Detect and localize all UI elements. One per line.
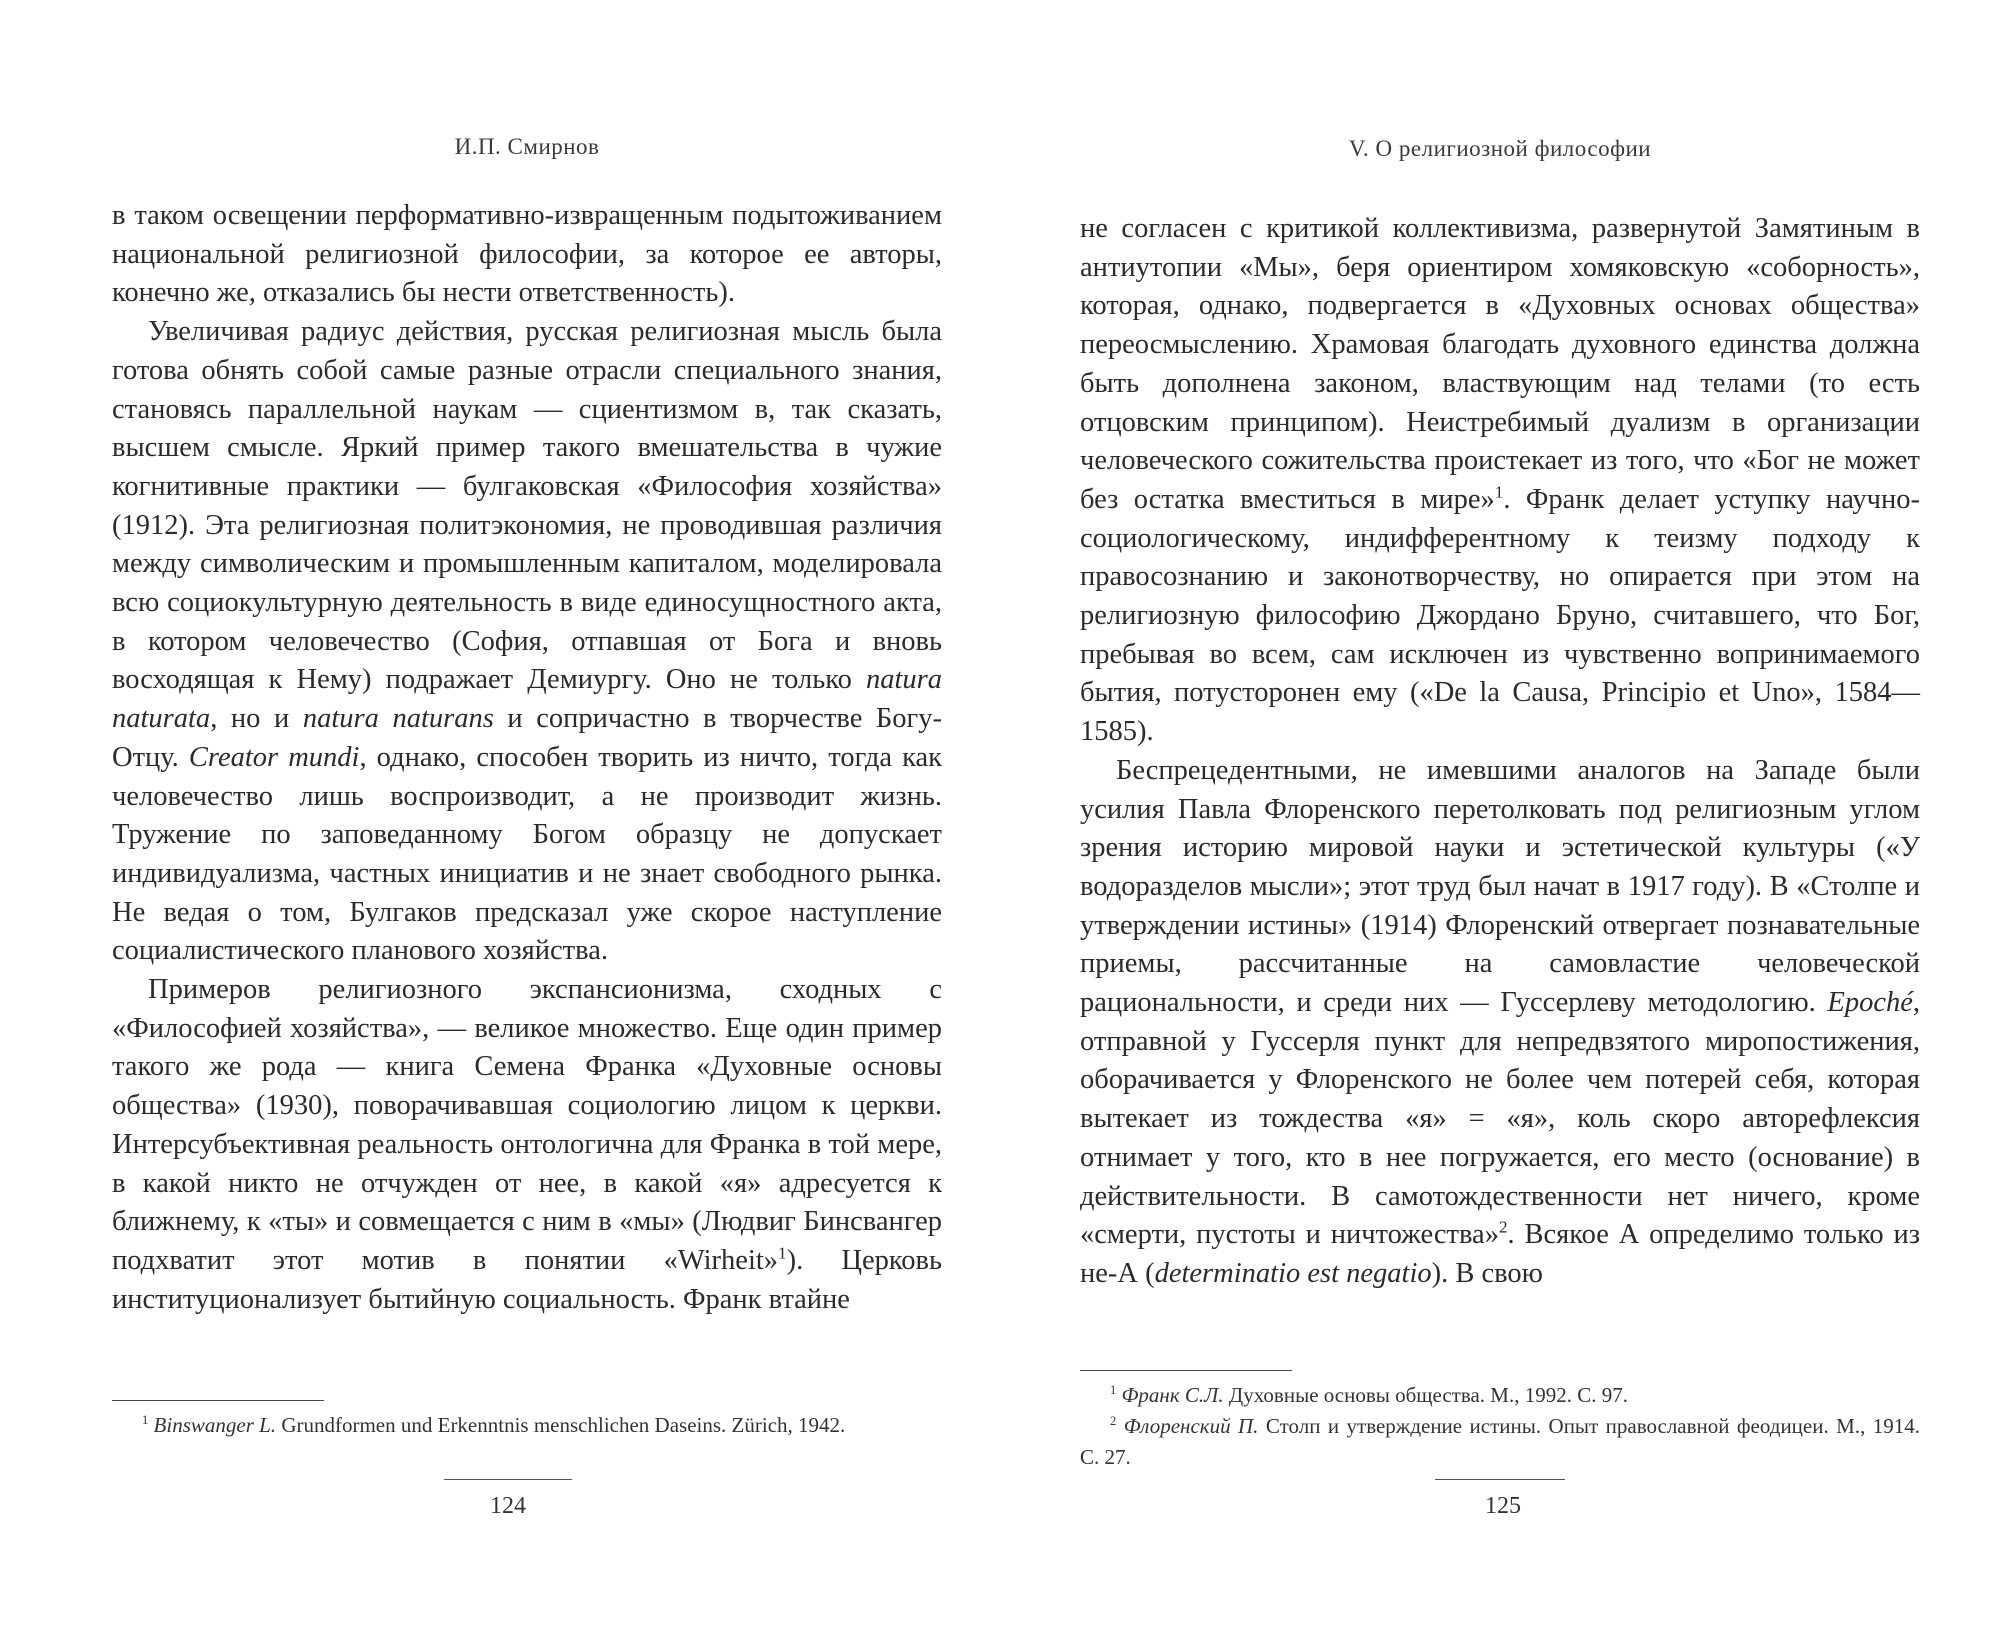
- footnote: $^1$ Франк С.Л. Духовные основы общества. М., 1992. С. 97.: [1110, 1383, 1628, 1407]
- paragraph: Увеличивая радиус действия, русская религиозная мысль была готова обнять собой самые разные отрасли специального знания, становясь параллельной наукам — сциентизмом в, так сказать, высшем смысле. Яркий пример такого вмешательства в чужие когнитивные практики — булгаковская «Философия хозяйства» (1912). Эта религиозная политэкономия, не проводившая различия между символическим и промышленным капиталом, моделировала всю социокультурную деятельность в виде единосущностного акта, в котором человечество (София, отпавшая от Бога и вновь восходящая к Нему) подражает Демиургу. Оно не только natura naturata, но и natura naturans и сопричастно в творчестве Богу-Отцу. Creator mundi, однако, способен творить из ничто, тогда как человечество лишь воспроизводит, а не производит жизнь. Тружение по заповеданному Богом образцу не допускает индивидуализма, частных инициатив и не знает свободного рынка. Не ведая о том, Булгаков предсказал уже скорое наступление социалистического планового хозяйства.: [112, 316, 942, 967]
- left-page: [112, 0, 942, 1627]
- folio-rule: [1435, 1479, 1565, 1480]
- paragraph: в таком освещении перформативно-извращенным подытоживанием национальной религиозной философии, за которое ее авторы, конечно же, отказались бы нести ответственность).: [112, 200, 942, 309]
- footnote: $^1$ Binswanger L. Grundformen und Erkenntnis menschlichen Daseins. Zürich, 1942.: [142, 1413, 846, 1437]
- footnote: $^2$ Флоренский П. Столп и утверждение истины. Опыт православной феодицеи. М., 1914. С. 27.: [1080, 1414, 1920, 1469]
- paragraph: Примеров религиозного экспансионизма, сходных с «Философией хозяйства», — великое множество. Еще один пример такого же рода — книга Семена Франка «Духовные основы общества» (1930), поворачивавшая социологию лицом к церкви. Интерсубъективная реальность онтологична для Франка в той мере, в какой никто не отчужден от нее, в какой «я» адресуется к ближнему, к «ты» и совмещается с ним в «мы» (Людвиг Бинсвангер подхватит этот мотив в понятии «Wirheit»$^1$). Церковь институционализует бытийную социальность. Франк втайне: [112, 974, 943, 1315]
- paragraph: не согласен с критикой коллективизма, развернутой Замятиным в антиутопии «Мы», беря ориентиром хомяковскую «соборность», которая, однако, подвергается в «Духовных основах общества» переосмыслению. Храмовая благодать духовного единства должна быть дополнена законом, властвующим над телами (то есть отцовским принципом). Неистребимый дуализм в организации человеческого сожительства проистекает из того, что «Бог не может без остатка вместиться в мире»$^1$. Франк делает уступку научно-социологическому, индифферентному к теизму подходу к правосознанию и законотворчеству, но опирается при этом на религиозную философию Джордано Бруно, считавшего, что Бог, пребывая во всем, сам исключен из чувственно вопринимаемого бытия, потусторонен ему («De la Causa, Principio et Uno», 1584—1585).: [1080, 213, 1920, 748]
- latin-term: determinatio est negatio: [1154, 1257, 1432, 1289]
- footnote-rule: [112, 1400, 324, 1401]
- folio-rule: [444, 1479, 572, 1480]
- footnote-ref: 1: [778, 1243, 787, 1263]
- footnote-ref: 2: [1498, 1217, 1508, 1237]
- right-page: [1080, 0, 1920, 1627]
- left-body-text: [112, 197, 942, 1319]
- latin-term: natura naturata: [112, 664, 942, 735]
- right-body-text: [1080, 210, 1920, 1294]
- running-head-chapter: V. О религиозной философии: [1348, 136, 1652, 161]
- right-footnotes: [1080, 1380, 1920, 1473]
- footnote-ref: 1: [1494, 482, 1504, 502]
- left-footnotes: [112, 1410, 942, 1441]
- latin-term: natura naturans: [302, 703, 494, 735]
- latin-term: Epoché: [1827, 987, 1913, 1019]
- footnote-rule: [1080, 1370, 1292, 1371]
- paragraph: Беспрецедентными, не имевшими аналогов на Западе были усилия Павла Флоренского перетолковать под религиозным углом зрения историю мировой науки и эстетической культуры («У водоразделов мысли»; этот труд был начат в 1917 году). В «Столпе и утверждении истины» (1914) Флоренский отвергает познавательные приемы, рассчитанные на самовластие человеческой рациональности, и среди них — Гуссерлеву методологию. Epoché, отправной у Гуссерля пункт для непредвзятого миропостижения, оборачивается у Флоренского не более чем потерей себя, которая вытекает из тождества «я» = «я», коль скоро авторефлексия отнимает у того, кто в нее погружается, его место (основание) в действительности. В самотождественности нет ничего, кроме «смерти, пустоты и ничтожества»$^2$. Всякое А определимо только из не-А (determinatio est negatio). В свою: [1080, 754, 1921, 1289]
- page-number: 125: [1485, 1493, 1521, 1519]
- latin-term: Creator mundi: [188, 741, 360, 773]
- running-head-author: И.П. Смирнов: [454, 134, 600, 159]
- page-number: 124: [490, 1493, 526, 1519]
